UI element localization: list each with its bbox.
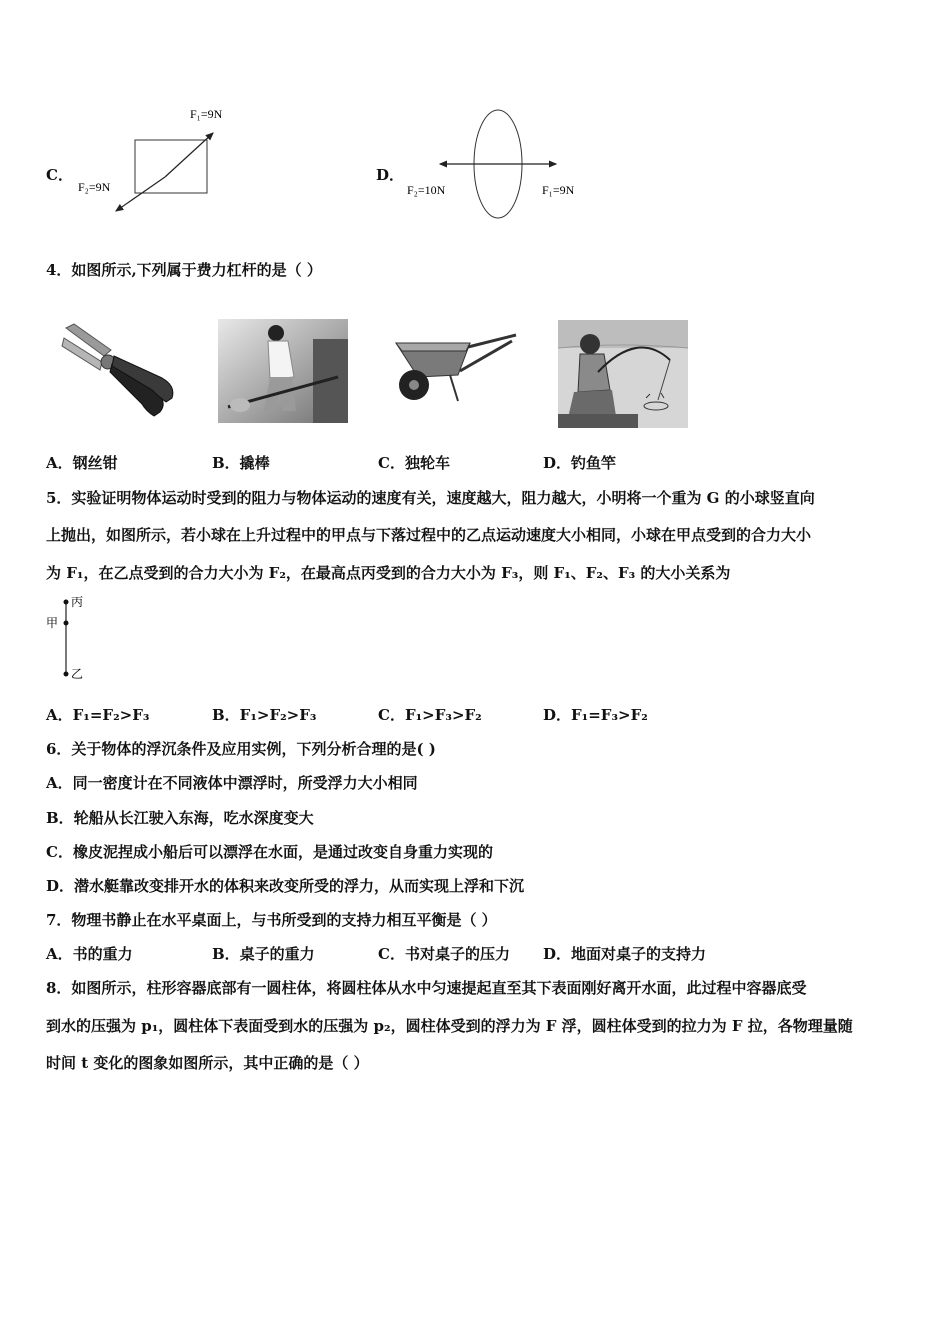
- q4-option-c[interactable]: C．独轮车: [378, 454, 450, 472]
- q4-option-a[interactable]: A．钢丝钳: [46, 454, 118, 472]
- f1-label: F₁=9N: [190, 107, 223, 121]
- q6-option-d[interactable]: D．潜水艇靠改变排开水的体积来改变所受的浮力，从而实现上浮和下沉: [46, 877, 525, 895]
- q5-line2: 上抛出，如图所示，若小球在上升过程中的甲点与下落过程中的乙点运动速度大小相同，小球在甲点受到的合力大小: [46, 526, 812, 544]
- q7-stem: 7．物理书静止在水平桌面上，与书所受到的支持力相互平衡是（ ）: [46, 911, 497, 929]
- force-diagram-d: [400, 105, 600, 225]
- point-yi-label: 乙: [71, 667, 84, 681]
- q4-stem: 4．如图所示,下列属于费力杠杆的是（ ）: [46, 261, 322, 279]
- q7-option-a[interactable]: A．书的重力: [46, 945, 133, 963]
- wheelbarrow-image: [388, 325, 518, 410]
- q7-option-d[interactable]: D．地面对桌子的支持力: [543, 945, 707, 963]
- q6-option-b[interactable]: B．轮船从长江驶入东海，吃水深度变大: [46, 809, 314, 827]
- q5-option-c[interactable]: C．F₁>F₃>F₂: [378, 706, 482, 724]
- q6-option-a[interactable]: A．同一密度计在不同液体中漂浮时，所受浮力大小相同: [46, 774, 418, 792]
- option-c-letter: C．: [46, 166, 73, 184]
- q6-stem: 6．关于物体的浮沉条件及应用实例，下列分析合理的是( ): [46, 740, 436, 758]
- q7-option-b[interactable]: B．桌子的重力: [212, 945, 315, 963]
- ball-trajectory-diagram: [44, 592, 104, 684]
- f1-label-d: F₁=9N: [542, 183, 575, 197]
- f2-arrow: [116, 177, 165, 211]
- q8-line3: 时间 t 变化的图象如图所示，其中正确的是（ ）: [46, 1054, 369, 1072]
- q4-option-b[interactable]: B．撬棒: [212, 454, 270, 472]
- q5-option-a[interactable]: A．F₁=F₂>F₃: [46, 706, 150, 724]
- point-jia-label: 甲: [46, 616, 59, 630]
- point-bing-label: 丙: [71, 595, 84, 609]
- q5-line3: 为 F₁，在乙点受到的合力大小为 F₂，在最高点丙受到的合力大小为 F₃，则 F₁、F₂、F₃ 的大小关系为: [46, 564, 731, 582]
- q4-option-d[interactable]: D．钓鱼竿: [543, 454, 617, 472]
- fishing-rod-image: [558, 320, 688, 428]
- f2-label: F₂=9N: [78, 180, 111, 194]
- force-diagram-c: [70, 100, 250, 220]
- q5-option-d[interactable]: D．F₁=F₃>F₂: [543, 706, 648, 724]
- q8-line1: 8．如图所示，柱形容器底部有一圆柱体，将圆柱体从水中匀速提起直至其下表面刚好离开水面，此过程中容器底受: [46, 979, 807, 997]
- q5-option-b[interactable]: B．F₁>F₂>F₃: [212, 706, 317, 724]
- q8-line2: 到水的压强为 p₁，圆柱体下表面受到水的压强为 p₂，圆柱体受到的浮力为 F 浮，圆柱体受到的拉力为 F 拉，各物理量随: [46, 1017, 853, 1035]
- q6-option-c[interactable]: C．橡皮泥捏成小船后可以漂浮在水面，是通过改变自身重力实现的: [46, 843, 493, 861]
- crowbar-image: [218, 319, 348, 423]
- q5-line1: 5．实验证明物体运动时受到的阻力与物体运动的速度有关，速度越大，阻力越大，小明将一个重为 G 的小球竖直向: [46, 489, 815, 507]
- pliers-image: [56, 316, 181, 421]
- q7-option-c[interactable]: C．书对桌子的压力: [378, 945, 510, 963]
- option-d-letter: D．: [376, 166, 405, 184]
- f2-label-d: F₂=10N: [407, 183, 446, 197]
